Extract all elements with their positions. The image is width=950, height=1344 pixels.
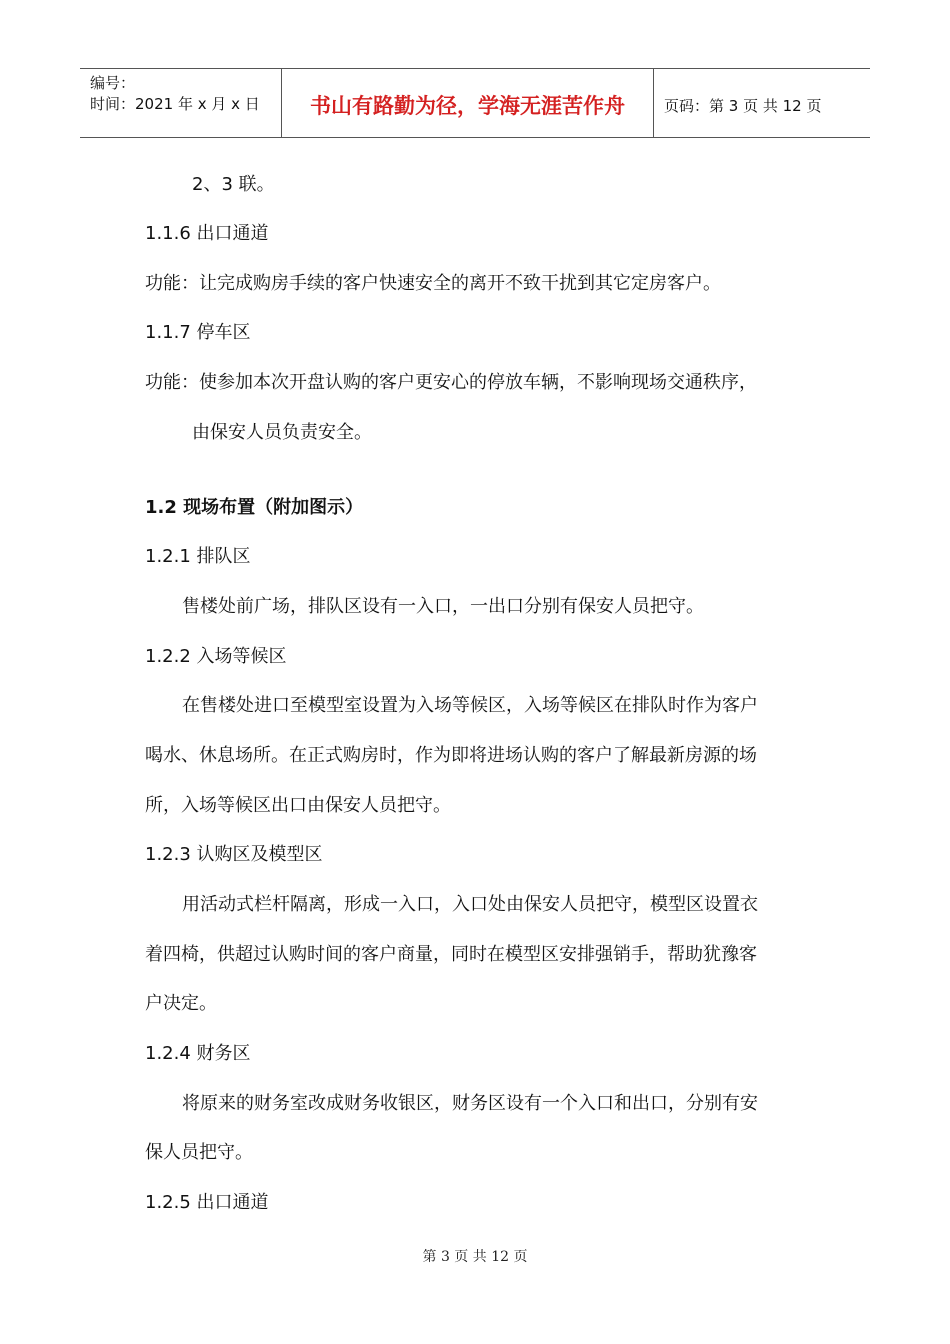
section-heading: 1.2.2 入场等候区 [145, 646, 287, 667]
section-heading-bold: 1.2 现场布置（附加图示） [145, 497, 364, 518]
section-heading: 1.2.4 财务区 [145, 1043, 251, 1064]
body-line: 将原来的财务室改成财务收银区，财务区设有一个入口和出口，分别有安 [182, 1093, 758, 1114]
header-left-cell [80, 69, 282, 137]
body-line: 户决定。 [145, 993, 217, 1014]
body-line: 售楼处前广场，排队区设有一入口，一出口分别有保安人员把守。 [182, 596, 704, 617]
time-label: 时间：2021 年 x 月 x 日 [90, 95, 260, 113]
body-line: 功能：使参加本次开盘认购的客户更安心的停放车辆，不影响现场交通秩序， [145, 372, 757, 393]
page-header [80, 68, 870, 138]
body-line: 2、3 联。 [192, 174, 275, 195]
number-label: 编号： [90, 74, 136, 92]
section-heading: 1.2.3 认购区及模型区 [145, 844, 323, 865]
section-heading: 1.2.5 出口通道 [145, 1192, 269, 1213]
section-heading: 1.1.7 停车区 [145, 322, 251, 343]
body-line: 保人员把守。 [145, 1142, 253, 1163]
body-line: 所，入场等候区出口由保安人员把守。 [145, 795, 451, 816]
header-page-info: 页码：第 3 页 共 12 页 [664, 96, 822, 115]
header-motto: 书山有路勤为径，学海无涯苦作舟 [282, 69, 654, 137]
body-line: 由保安人员负责安全。 [192, 422, 372, 443]
page-footer: 第 3 页 共 12 页 [422, 1249, 528, 1265]
body-line: 喝水、休息场所。在正式购房时，作为即将进场认购的客户了解最新房源的场 [145, 745, 757, 766]
section-heading: 1.1.6 出口通道 [145, 223, 269, 244]
body-line: 用活动式栏杆隔离，形成一入口，入口处由保安人员把守，模型区设置衣 [182, 894, 758, 915]
body-line: 在售楼处进口至模型室设置为入场等候区，入场等候区在排队时作为客户 [182, 695, 758, 716]
body-line: 着四椅，供超过认购时间的客户商量，同时在模型区安排强销手，帮助犹豫客 [145, 944, 757, 965]
section-heading: 1.2.1 排队区 [145, 546, 251, 567]
body-line: 功能：让完成购房手续的客户快速安全的离开不致干扰到其它定房客户。 [145, 273, 721, 294]
